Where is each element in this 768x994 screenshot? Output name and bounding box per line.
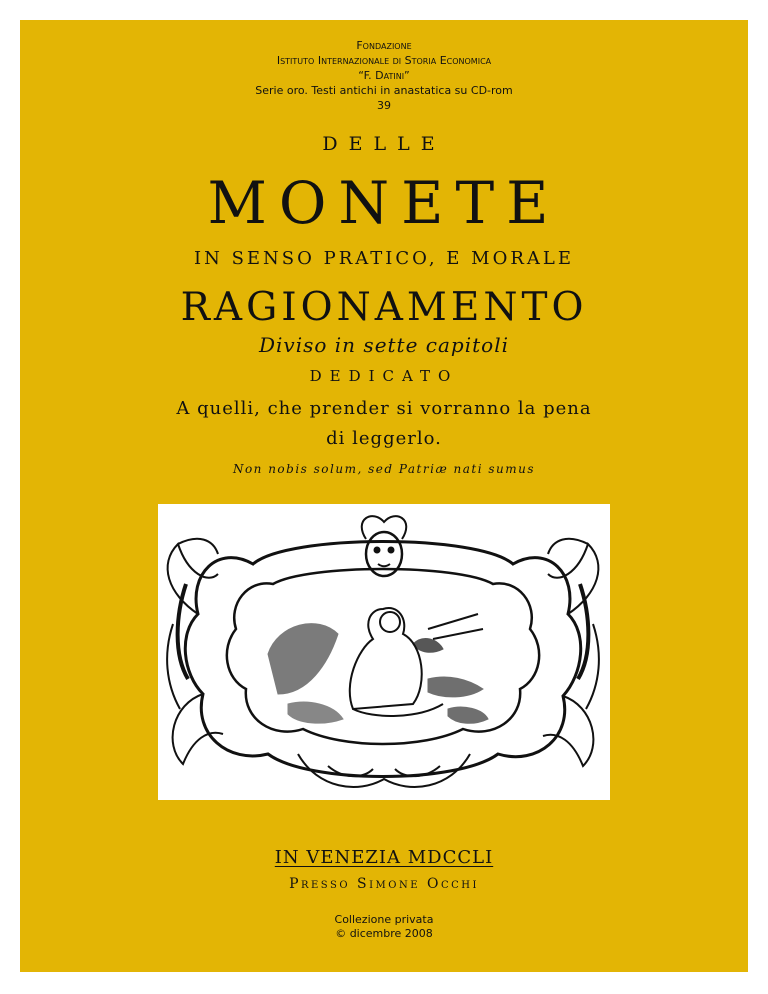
title-monete: MONETE: [207, 169, 561, 237]
title-ragionamento: RAGIONAMENTO: [180, 285, 588, 330]
collection-note: Collezione privata: [334, 913, 434, 926]
title-diviso: Diviso in sette capitoli: [259, 333, 509, 357]
copyright-note: © dicembre 2008: [335, 927, 433, 940]
dedication-line-1: A quelli, che prender si vorranno la pena: [176, 398, 592, 419]
title-subtitle: IN SENSO PRATICO, E MORALE: [193, 248, 575, 269]
motto: Non nobis solum, sed Patriæ nati sumus: [232, 462, 536, 476]
series-number: 39: [377, 99, 391, 112]
series-name: Serie oro. Testi antichi in anastatica su CD-rom: [255, 84, 513, 97]
cartouche-illustration: [158, 504, 610, 800]
datini-name: “F. Datini”: [358, 69, 410, 82]
title-delle: DELLE: [322, 133, 446, 155]
emblem-engraving: [158, 504, 610, 800]
imprint-place-text: IN VENEZIA MDCCLI: [274, 847, 494, 868]
imprint-publisher: Presso Simone Occhi: [289, 876, 479, 892]
title-dedicato: DEDICATO: [309, 367, 459, 385]
institute-name: Istituto Internazionale di Storia Economica: [276, 54, 492, 67]
imprint-place: [20, 847, 748, 868]
title-page: [20, 20, 748, 972]
foundation-label: Fondazione: [356, 39, 412, 52]
dedication-line-2: di leggerlo.: [326, 428, 442, 449]
